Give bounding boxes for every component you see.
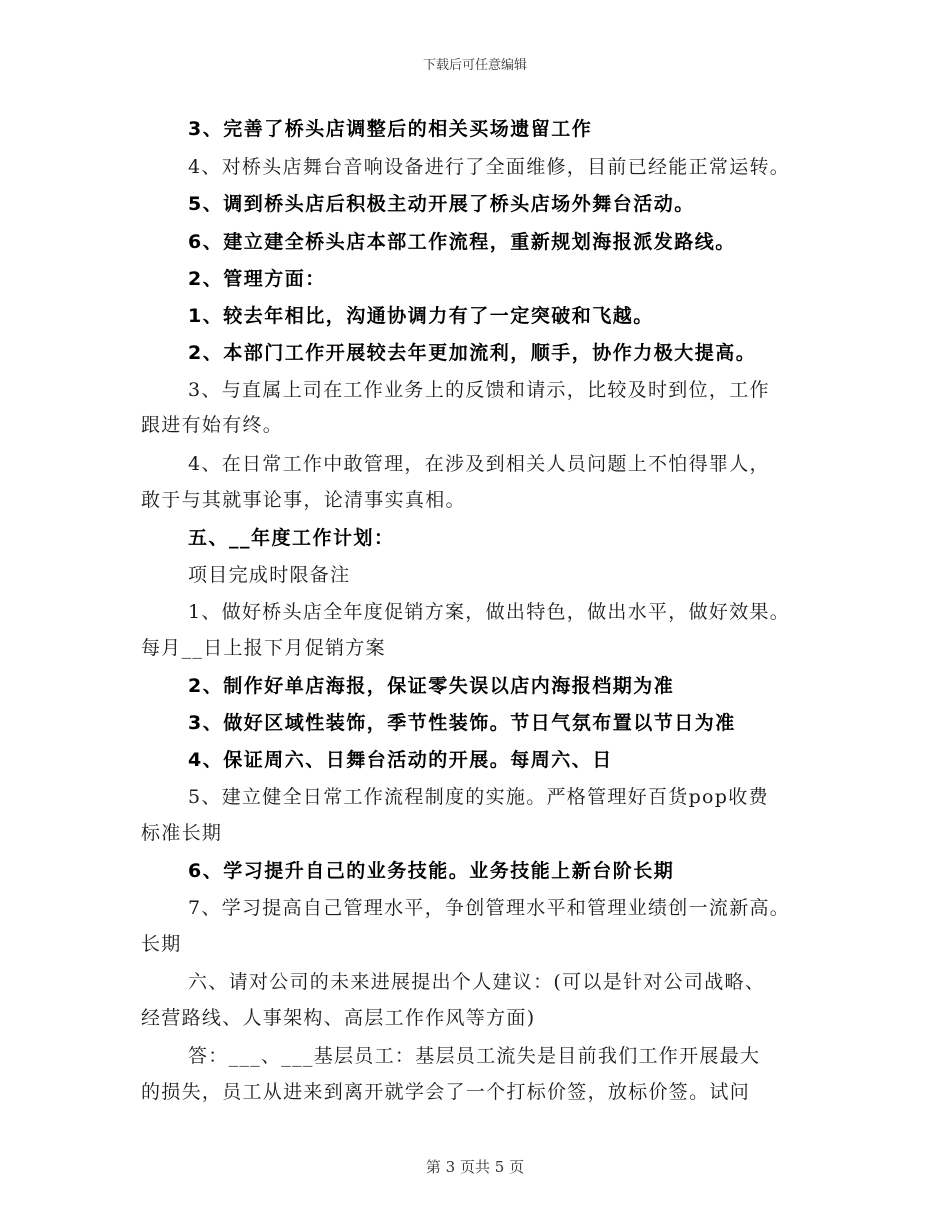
doc-line-16: 2、制作好单店海报，保证零失误以店内海报档期为准 [188,675,675,697]
doc-line-10: 4、在日常工作中敢管理，在涉及到相关人员问题上不怕得罪人， [188,453,770,475]
doc-line-6: 1、较去年相比，沟通协调力有了一定突破和飞越。 [188,305,654,327]
doc-line-22: 7、学习提高自己管理水平，争创管理水平和管理业绩创一流新高。 [188,897,791,919]
doc-line-9: 跟进有始有终。 [141,414,284,436]
doc-line-27: 的损失，员工从进来到离开就学会了一个打标价签，放标价签。试问 [141,1081,751,1103]
doc-line-11: 敢于与其就事论事，论清事实真相。 [141,489,466,511]
doc-line-4: 6、建立建全桥头店本部工作流程，重新规划海报派发路线。 [188,231,736,253]
doc-line-14: 1、做好桥头店全年度促销方案，做出特色，做出水平，做好效果。 [188,601,791,623]
doc-line-5: 2、管理方面： [188,268,326,290]
doc-line-18: 4、保证周六、日舞台活动的开展。每周六、日 [188,749,613,771]
doc-line-15: 每月__日上报下月促销方案 [141,637,386,659]
doc-line-24: 六、请对公司的未来进展提出个人建议：(可以是针对公司战略、 [188,971,766,993]
doc-line-2: 4、对桥头店舞台音响设备进行了全面维修，目前已经能正常运转。 [188,156,791,178]
doc-line-25: 经营路线、人事架构、高层工作作风等方面) [141,1007,536,1029]
doc-line-12: 五、__年度工作计划： [188,527,395,549]
doc-line-23: 长期 [141,933,182,955]
page-header: 下载后可任意编辑 [422,58,527,73]
doc-line-17: 3、做好区域性装饰，季节性装饰。节日气氛布置以节日为准 [188,712,736,734]
doc-line-20: 标准长期 [141,822,223,844]
doc-line-8: 3、与直属上司在工作业务上的反馈和请示，比较及时到位，工作 [188,379,770,401]
doc-line-19: 5、建立健全日常工作流程制度的实施。严格管理好百货pop收费 [188,786,769,808]
page-footer: 第 3 页共 5 页 [425,1158,525,1176]
doc-line-13: 项目完成时限备注 [188,564,351,586]
doc-line-7: 2、本部门工作开展较去年更加流利，顺手，协作力极大提高。 [188,342,757,364]
doc-line-21: 6、学习提升自己的业务技能。业务技能上新台阶长期 [188,860,675,882]
doc-line-26: 答：___、___基层员工：基层员工流失是目前我们工作开展最大 [188,1045,761,1067]
doc-line-3: 5、调到桥头店后积极主动开展了桥头店场外舞台活动。 [188,193,695,215]
doc-line-1: 3、完善了桥头店调整后的相关买场遗留工作 [188,118,593,140]
